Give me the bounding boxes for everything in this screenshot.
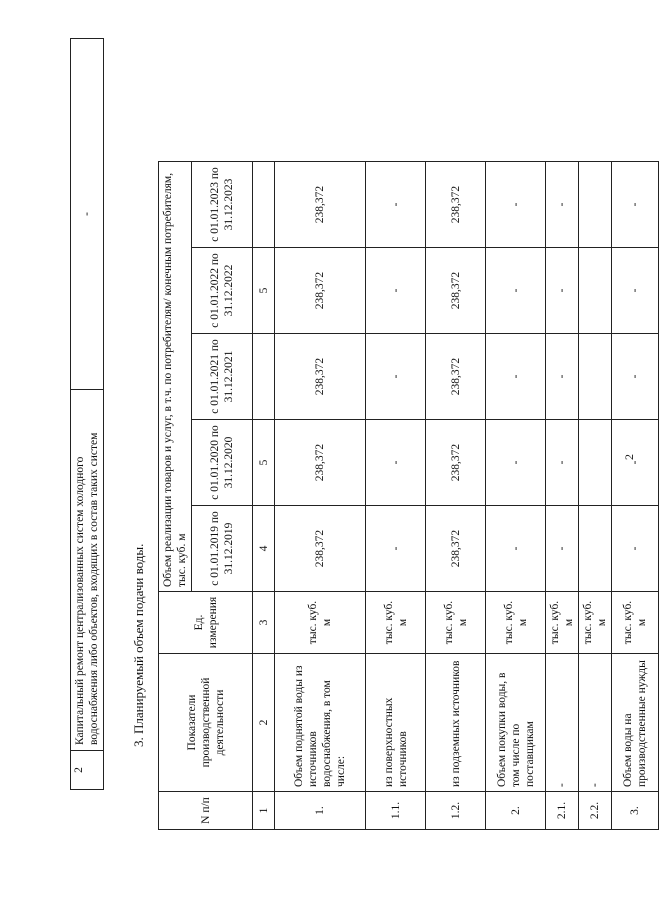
- row-number: 1.1.: [366, 792, 426, 830]
- row-value: 238,372: [426, 420, 486, 506]
- row-value: -: [612, 506, 659, 592]
- index-cell: 1: [253, 792, 275, 830]
- table-row: [546, 162, 579, 830]
- header-group: Объем реализации товаров и услуг, в т.ч. по потребителям/ конечным потребителям, тыс. куб. м: [159, 162, 192, 592]
- row-value: -: [546, 248, 579, 334]
- row-number: 2.: [486, 792, 546, 830]
- row-indicator: из поверхностных источников: [366, 654, 426, 792]
- row-indicator: -: [546, 654, 579, 792]
- row-value: -: [366, 334, 426, 420]
- period-2020: с 01.01.2020 по 31.12.2020: [192, 420, 253, 506]
- index-cell: 4: [253, 506, 275, 592]
- row-unit: тыс. куб. м: [546, 592, 579, 654]
- row-value: 238,372: [426, 162, 486, 248]
- row-value: 238,372: [275, 162, 366, 248]
- row-value: -: [366, 420, 426, 506]
- table-row: [275, 162, 366, 830]
- index-cell: 5: [253, 248, 275, 334]
- row-value: -: [366, 162, 426, 248]
- row-value: 238,372: [275, 506, 366, 592]
- row-value: -: [366, 506, 426, 592]
- row-value: -: [612, 334, 659, 420]
- header-row: [159, 162, 192, 830]
- row-value: -: [546, 420, 579, 506]
- row-value: 238,372: [275, 248, 366, 334]
- header-n: N п/п: [159, 792, 253, 830]
- row-number: 2.2.: [579, 792, 612, 830]
- row-indicator: -: [579, 654, 612, 792]
- row-indicator: Объем покупки воды, в том числе по поставщикам: [486, 654, 546, 792]
- row-value: 238,372: [426, 506, 486, 592]
- row-value: -: [486, 248, 546, 334]
- row-value: -: [546, 506, 579, 592]
- table-row: [486, 162, 546, 830]
- row-value: -: [546, 334, 579, 420]
- row-value: -: [546, 162, 579, 248]
- row-unit: тыс. куб. м: [275, 592, 366, 654]
- row-number: 2.1.: [546, 792, 579, 830]
- row-value: 238,372: [275, 334, 366, 420]
- page-number: 2: [622, 454, 636, 460]
- period-2019: с 01.01.2019 по 31.12.2019: [192, 506, 253, 592]
- table-row: [426, 162, 486, 830]
- row-number: 3.: [612, 792, 659, 830]
- period-2022: с 01.01.2022 по 31.12.2022: [192, 248, 253, 334]
- index-cell: 5: [253, 420, 275, 506]
- row-value: -: [486, 162, 546, 248]
- row-value: -: [486, 506, 546, 592]
- row-value: -: [486, 420, 546, 506]
- row-value: [579, 248, 612, 334]
- row-value: 238,372: [426, 248, 486, 334]
- row-unit: тыс. куб. м: [579, 592, 612, 654]
- row-unit: тыс. куб. м: [366, 592, 426, 654]
- table-row: [366, 162, 426, 830]
- row-value: [579, 420, 612, 506]
- table-row: [612, 162, 659, 830]
- row-indicator: Объем воды на производственные нужды: [612, 654, 659, 792]
- period-2021: с 01.01.2021 по 31.12.2021: [192, 334, 253, 420]
- index-cell: 2: [253, 654, 275, 792]
- row-value: [579, 506, 612, 592]
- table-row: [579, 162, 612, 830]
- row-value: [579, 334, 612, 420]
- header-indicator: Показатели производственной деятельности: [159, 654, 253, 792]
- row-number: 2: [71, 751, 104, 790]
- water-supply-volume-table: [158, 161, 659, 830]
- row-unit: тыс. куб. м: [612, 592, 659, 654]
- row-value: 238,372: [426, 334, 486, 420]
- row-unit: тыс. куб. м: [426, 592, 486, 654]
- row-value: -: [366, 248, 426, 334]
- index-cell: [253, 334, 275, 420]
- index-cell: 3: [253, 592, 275, 654]
- table-row: [71, 39, 104, 790]
- row-number: 1.: [275, 792, 366, 830]
- row-value: -: [612, 162, 659, 248]
- row-value: -: [486, 334, 546, 420]
- index-row: [253, 162, 275, 830]
- header-unit: Ед. измерения: [159, 592, 253, 654]
- row-description: Капитальный ремонт централизованных систем холодного водоснабжения либо объектов, входящих в состав таких систем: [71, 390, 104, 751]
- period-2023: с 01.01.2023 по 31.12.2023: [192, 162, 253, 248]
- row-value: -: [612, 420, 659, 506]
- row-number: 1.2.: [426, 792, 486, 830]
- row-value: 238,372: [275, 420, 366, 506]
- row-value: -: [71, 39, 104, 390]
- row-indicator: из подземных источников: [426, 654, 486, 792]
- index-cell: [253, 162, 275, 248]
- capital-repair-table: [70, 38, 104, 790]
- row-indicator: Объем поднятой воды из источников водоснабжения, в том числе:: [275, 654, 366, 792]
- section-heading: 3. Планируемый объем подачи воды.: [131, 543, 146, 747]
- row-value: [579, 162, 612, 248]
- row-unit: тыс. куб. м: [486, 592, 546, 654]
- row-value: -: [612, 248, 659, 334]
